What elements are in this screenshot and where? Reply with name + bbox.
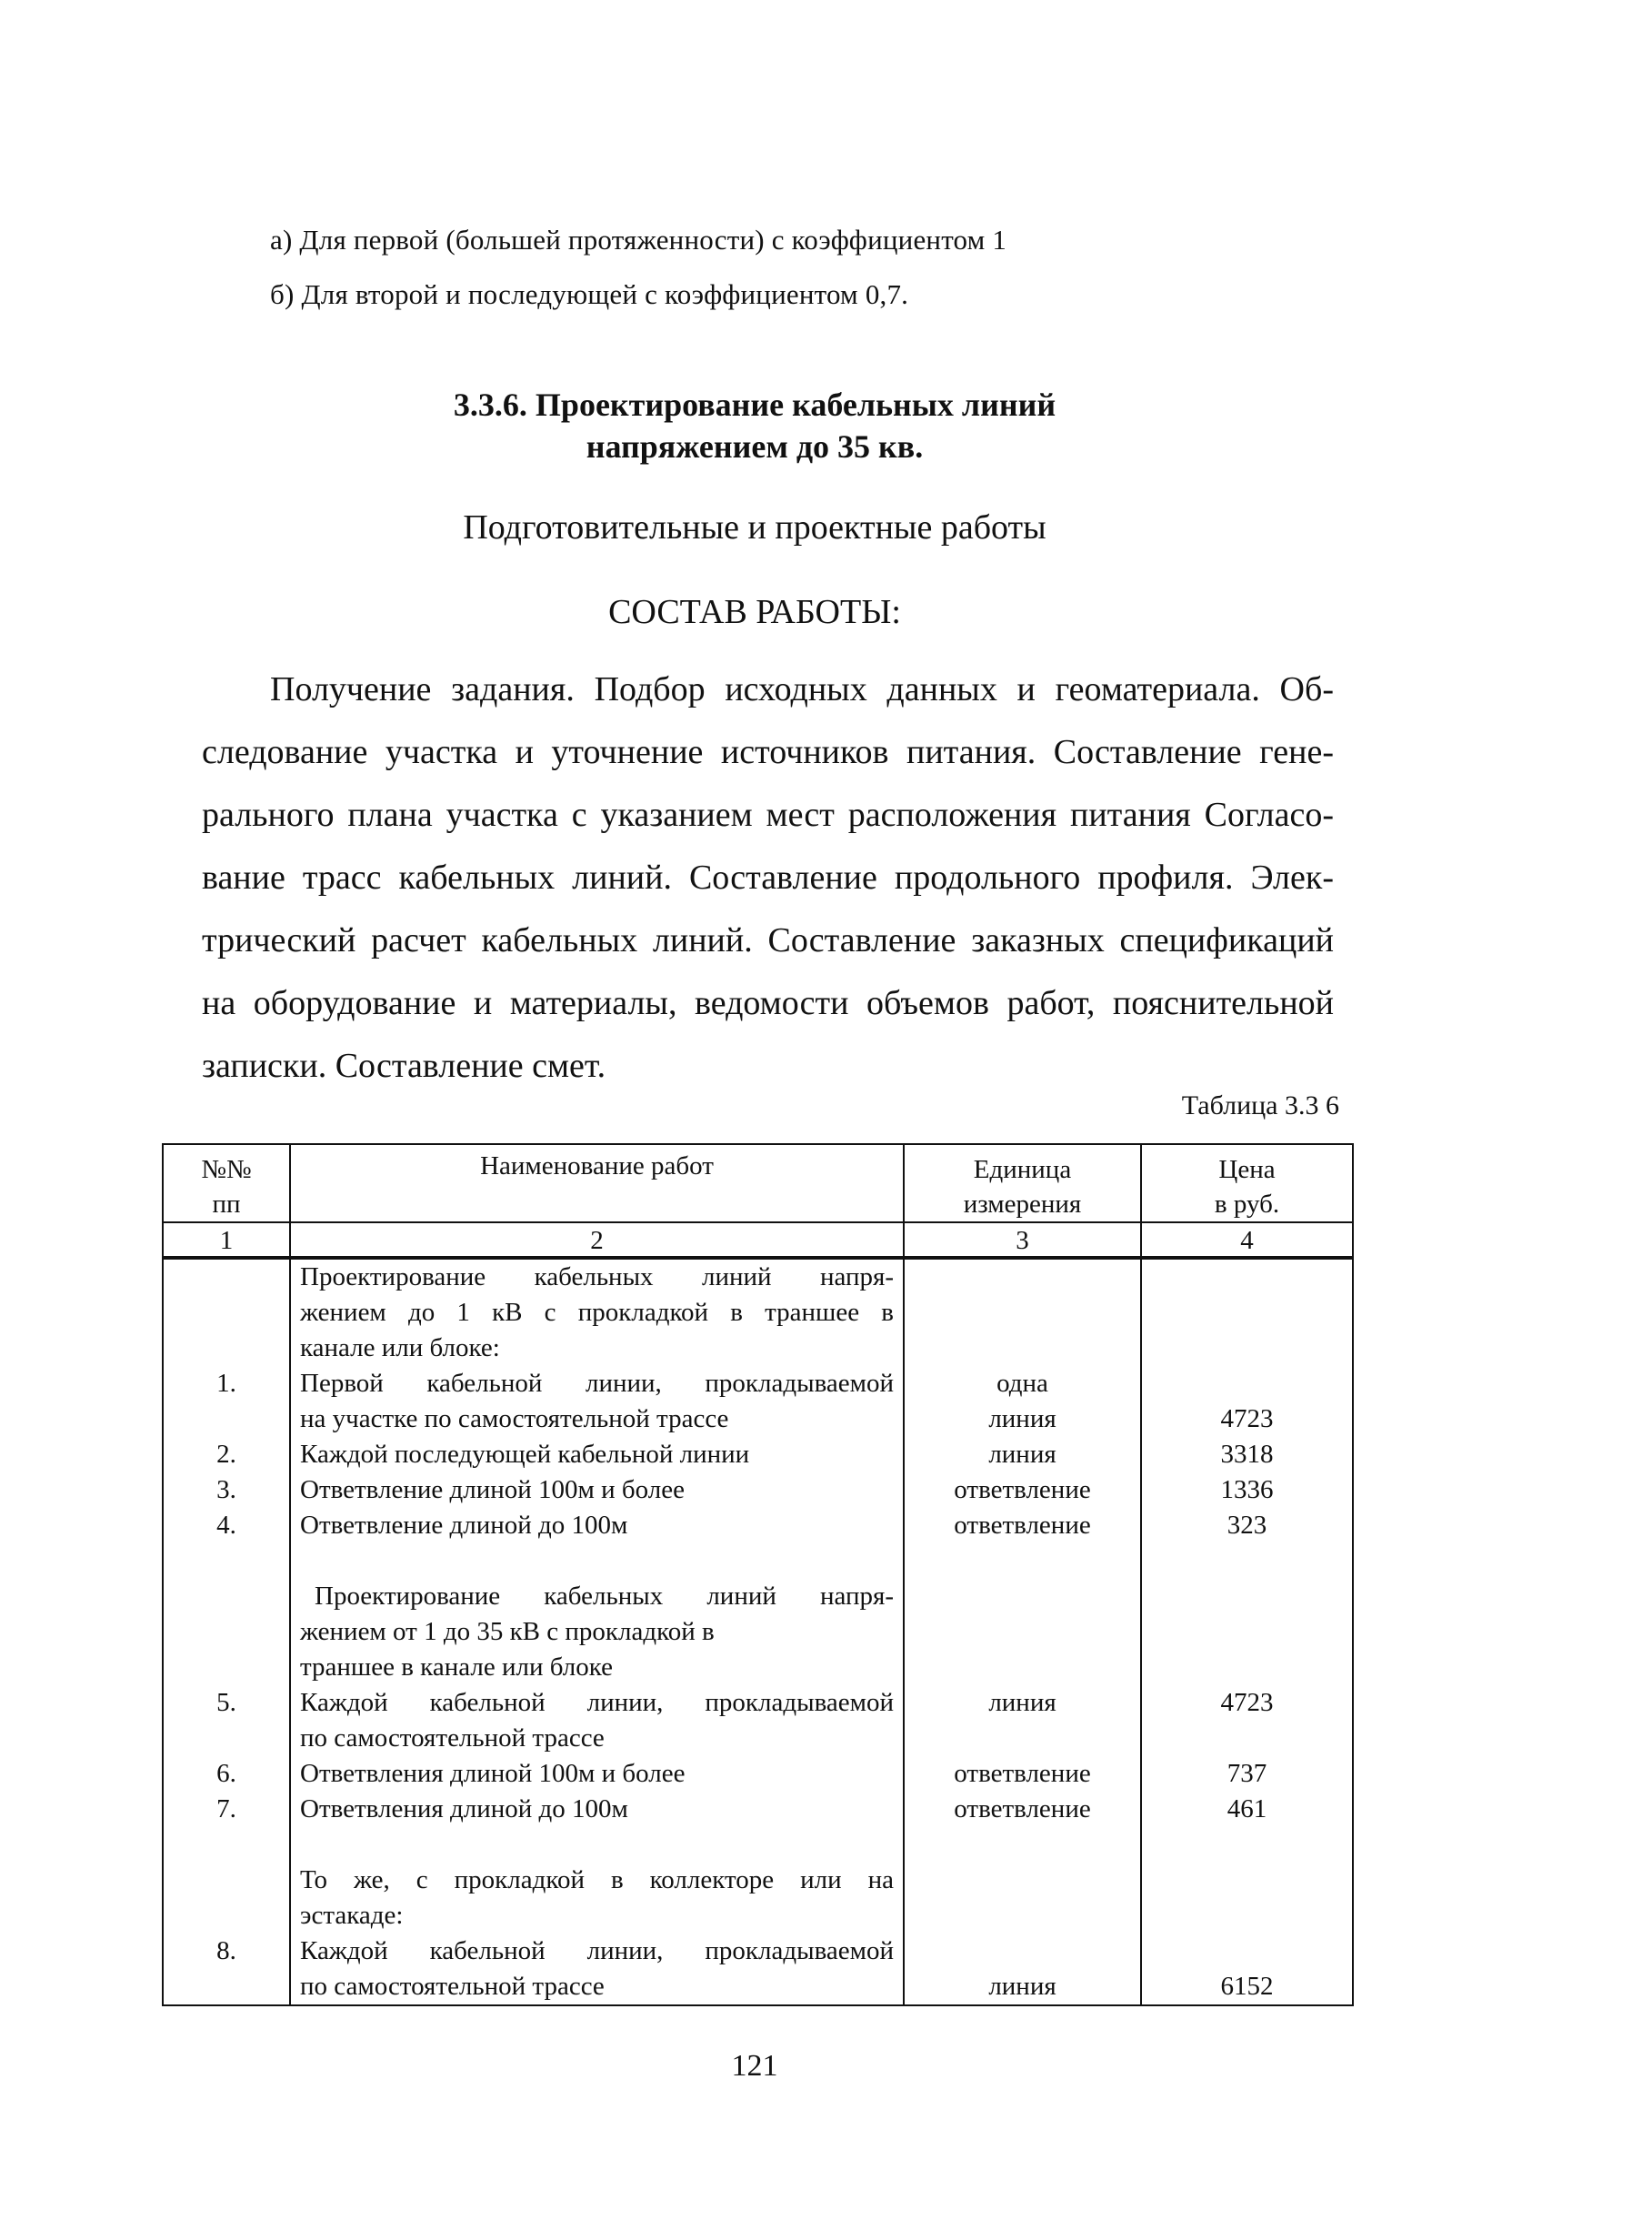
row-name: Ответвление длиной до 100м (290, 1508, 904, 1543)
column-number: 1 (163, 1222, 290, 1258)
table-row (163, 1756, 1353, 1792)
table-group-heading (163, 1614, 1353, 1650)
works-price-table (162, 1143, 1354, 2006)
row-unit: линия (904, 1969, 1141, 2005)
group-heading-line: эстакаде: (290, 1898, 904, 1934)
row-price: 737 (1141, 1756, 1353, 1792)
row-number: 3. (163, 1472, 290, 1508)
intro-line-b: б) Для второй и последующей с коэффициентом 0,7. (270, 278, 909, 310)
row-name: Каждой кабельной линии, прокладываемой (290, 1685, 904, 1721)
table-row (163, 1437, 1353, 1472)
table-spacer (163, 1827, 1353, 1863)
row-name: по самостоятельной трассе (290, 1969, 904, 2005)
table-group-heading (163, 1258, 1353, 1295)
table-caption: Таблица 3.3 6 (1181, 1090, 1339, 1120)
group-heading-line: траншее в канале или блоке (290, 1650, 904, 1685)
row-number: 5. (163, 1685, 290, 1721)
paragraph-line: рального плана участка с указанием мест расположения питания Согласо- (202, 796, 1334, 834)
row-number: 6. (163, 1756, 290, 1792)
row-unit: ответвление (904, 1472, 1141, 1508)
table-row (163, 1721, 1353, 1756)
paragraph-line: вание трасс кабельных линий. Составление продольного профиля. Элек- (202, 859, 1334, 897)
row-name: Ответвление длиной 100м и более (290, 1472, 904, 1508)
paragraph-line: на оборудование и материалы, ведомости объемов работ, пояснительной (202, 984, 1334, 1022)
column-number: 2 (290, 1222, 904, 1258)
row-price: 3318 (1141, 1437, 1353, 1472)
table-group-heading (163, 1579, 1353, 1614)
row-price: 461 (1141, 1792, 1353, 1827)
row-unit: линия (904, 1685, 1141, 1721)
row-name: Каждой последующей кабельной линии (290, 1437, 904, 1472)
table-group-heading (163, 1331, 1353, 1366)
row-price: 6152 (1141, 1969, 1353, 2005)
row-price: 4723 (1141, 1685, 1353, 1721)
intro-line-a: а) Для первой (большей протяженности) с коэффициентом 1 (270, 224, 1007, 256)
group-heading-line: жением до 1 кВ с прокладкой в траншее в (290, 1295, 904, 1331)
header-price: Цена в руб. (1141, 1144, 1353, 1222)
row-number: 2. (163, 1437, 290, 1472)
group-heading-line: То же, с прокладкой в коллекторе или на (290, 1863, 904, 1898)
table-row (163, 1472, 1353, 1508)
table-group-heading (163, 1295, 1353, 1331)
row-name: Каждой кабельной линии, прокладываемой (290, 1934, 904, 1969)
table-row (163, 1792, 1353, 1827)
page-number: 121 (731, 2049, 778, 2083)
row-name: Первой кабельной линии, прокладываемой (290, 1366, 904, 1401)
table-row (163, 1969, 1353, 2005)
table-header-row (163, 1144, 1353, 1222)
table-row (163, 1508, 1353, 1543)
paragraph-line: записки. Составление смет. (202, 1047, 606, 1085)
column-number: 4 (1141, 1222, 1353, 1258)
row-name: на участке по самостоятельной трассе (290, 1401, 904, 1437)
section-title-line2: напряжением до 35 кв. (586, 428, 924, 465)
section-subtitle: Подготовительные и проектные работы (463, 508, 1046, 547)
row-unit: ответвление (904, 1792, 1141, 1827)
table-row (163, 1401, 1353, 1437)
table-group-heading (163, 1898, 1353, 1934)
row-unit: ответвление (904, 1508, 1141, 1543)
header-unit: Единица измерения (904, 1144, 1141, 1222)
row-number: 8. (163, 1934, 290, 1969)
row-number: 4. (163, 1508, 290, 1543)
column-number-row (163, 1222, 1353, 1258)
paragraph-line: Получение задания. Подбор исходных данных и геоматериала. Об- (270, 670, 1334, 708)
row-number: 1. (163, 1366, 290, 1401)
table-group-heading (163, 1650, 1353, 1685)
paragraph-line: трический расчет кабельных линий. Составление заказных спецификаций (202, 921, 1334, 959)
table-row (163, 1934, 1353, 1969)
table-group-heading (163, 1863, 1353, 1898)
composition-heading: СОСТАВ РАБОТЫ: (608, 593, 901, 631)
row-unit: ответвление (904, 1756, 1141, 1792)
group-heading-line: Проектирование кабельных линий напря- (290, 1258, 904, 1295)
table-row (163, 1366, 1353, 1401)
section-title-line1: 3.3.6. Проектирование кабельных линий (453, 387, 1056, 423)
group-heading-line: канале или блоке: (290, 1331, 904, 1366)
row-name: по самостоятельной трассе (290, 1721, 904, 1756)
row-number: 7. (163, 1792, 290, 1827)
row-unit: линия (904, 1437, 1141, 1472)
row-name: Ответвления длиной до 100м (290, 1792, 904, 1827)
table-spacer (163, 1543, 1353, 1579)
header-number: №№ пп (163, 1144, 290, 1222)
group-heading-line: жением от 1 до 35 кВ с прокладкой в (290, 1614, 904, 1650)
header-work-name: Наименование работ (290, 1144, 904, 1222)
row-price: 323 (1141, 1508, 1353, 1543)
group-heading-line: Проектирование кабельных линий напря- (290, 1579, 904, 1614)
row-price: 4723 (1141, 1401, 1353, 1437)
row-unit: линия (904, 1401, 1141, 1437)
row-unit: одна (904, 1366, 1141, 1401)
paragraph-line: следование участка и уточнение источников питания. Составление гене- (202, 733, 1334, 771)
table-row (163, 1685, 1353, 1721)
row-price: 1336 (1141, 1472, 1353, 1508)
column-number: 3 (904, 1222, 1141, 1258)
row-name: Ответвления длиной 100м и более (290, 1756, 904, 1792)
work-composition-paragraph (202, 658, 1334, 1098)
